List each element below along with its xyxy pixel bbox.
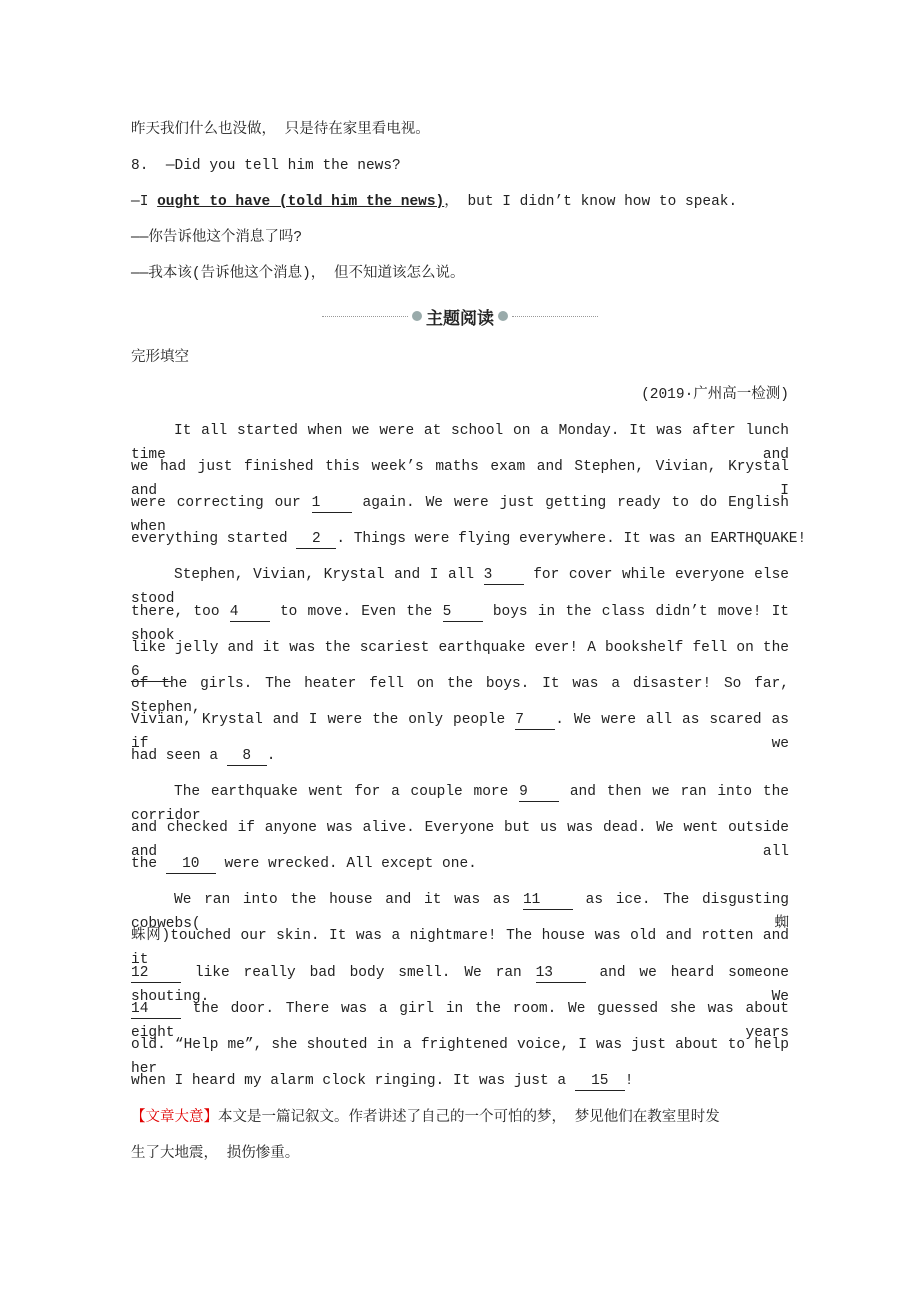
passage-text: . <box>266 747 276 764</box>
blank-4: 4 <box>230 603 270 622</box>
passage-text: to move. Even the <box>269 603 443 620</box>
passage-line <box>131 997 789 1041</box>
answer-underlined: ought to have (told him the news) <box>157 194 445 210</box>
passage-line <box>131 924 789 969</box>
passage-text: there, too <box>131 603 230 620</box>
passage-text: The earthquake went for a couple more <box>174 784 520 800</box>
passage-line <box>131 961 789 1005</box>
passage-text: . We were all as scared as if we <box>131 711 789 752</box>
passage-text: had seen a <box>131 747 227 764</box>
passage-line <box>131 419 789 463</box>
passage-text: like really bad body smell. We ran <box>181 964 536 981</box>
blank-13: 13 <box>536 964 586 983</box>
summary-text: 本文是一篇记叙文。作者讲述了自己的一个可怕的梦， 梦见他们在教室里时发 <box>218 1110 720 1126</box>
passage-text: ! <box>624 1072 634 1089</box>
passage-line <box>131 455 789 500</box>
passage-line <box>131 672 789 716</box>
passage-text: the <box>131 856 166 873</box>
passage-line <box>131 852 789 876</box>
question-text: —Did you tell him the news? <box>165 158 401 174</box>
translation-question: ——你告诉他这个消息了吗? <box>131 230 303 246</box>
passage-line <box>131 780 789 824</box>
blank-2: 2 <box>296 530 336 549</box>
divider-rule <box>322 316 408 317</box>
bullet-icon <box>412 311 422 321</box>
passage-text: we had just finished this week’s maths exam and Stephen, Vivian, Krystal and I <box>131 459 789 500</box>
passage-text: and checked if anyone was alive. Everyone but us was dead. We went outside and all <box>131 820 789 861</box>
blank-8: 8 <box>227 747 267 766</box>
passage-line <box>131 527 807 551</box>
passage-line <box>131 1033 789 1077</box>
passage-text: were wrecked. All except one. <box>215 856 477 873</box>
passage-line <box>131 888 789 933</box>
passage-line <box>131 1069 789 1093</box>
passage-text: . Things were flying everywhere. It was an EARTHQUAKE! <box>336 531 807 548</box>
passage-text: when I heard my alarm clock ringing. It was just a <box>131 1072 575 1089</box>
passage-text: and then we ran into the corridor <box>131 784 789 824</box>
translation-line: 昨天我们什么也没做， 只是待在家里看电视。 <box>131 122 430 138</box>
section-divider <box>322 304 598 328</box>
blank-15: 15 <box>575 1072 625 1091</box>
answer-prefix: —I <box>131 194 158 210</box>
passage-text: boys in the class didn’t move! It shook <box>131 603 790 644</box>
passage-text: and we heard someone shouting. We <box>131 964 789 1005</box>
blank-6: 6 <box>131 663 171 682</box>
question-number: 8. <box>131 158 149 174</box>
passage-text: Vivian, Krystal and I were the only people <box>131 711 516 728</box>
passage-text: as ice. The disgusting cobwebs(蜘 <box>131 892 789 933</box>
passage-text: again. We were just getting ready to do English when <box>131 495 789 536</box>
blank-7: 7 <box>515 711 555 730</box>
summary-line <box>131 1106 789 1130</box>
blank-11: 11 <box>523 891 573 910</box>
bullet-icon <box>498 311 508 321</box>
passage-text: Stephen, Vivian, Krystal and I all <box>174 567 484 584</box>
source-note: (2019·广州高一检测) <box>641 387 789 403</box>
passage-text: We ran into the house and it was as <box>174 892 523 909</box>
translation-answer: ——我本该(告诉他这个消息)， 但不知道该怎么说。 <box>131 266 465 282</box>
question-8 <box>131 154 789 178</box>
summary-line: 生了大地震， 损伤惨重。 <box>131 1146 300 1162</box>
blank-9: 9 <box>519 783 559 802</box>
answer-line <box>131 190 789 214</box>
passage-line <box>131 816 789 861</box>
passage-text: of the girls. The heater fell on the boys. It was a disaster! So far, Stephen, <box>131 675 789 716</box>
blank-14: 14 <box>131 1000 181 1019</box>
passage-text: 蛛网)touched our skin. It was a nightmare! The house was old and rotten and it <box>131 928 789 969</box>
passage-text: old. “Help me”, she shouted in a frightened voice, I was just about to help her <box>131 1036 789 1077</box>
blank-1: 1 <box>312 494 352 513</box>
blank-5: 5 <box>443 603 483 622</box>
passage-text: were correcting our <box>131 495 312 512</box>
blank-3: 3 <box>484 566 524 585</box>
passage-line <box>131 744 789 768</box>
answer-suffix: ， but I didn’t know how to speak. <box>444 194 738 210</box>
summary-label: 【文章大意】 <box>131 1110 218 1126</box>
passage-line <box>131 491 789 536</box>
passage-text: the door. There was a girl in the room. We guessed she was about eight years <box>131 1000 789 1041</box>
passage-line <box>131 600 790 644</box>
passage-line <box>131 636 789 680</box>
passage-text: like jelly and it was the scariest earthquake ever! A bookshelf fell on the <box>131 639 789 656</box>
passage-line <box>131 563 789 608</box>
blank-10: 10 <box>166 855 216 874</box>
blank-12: 12 <box>131 964 181 983</box>
passage-line <box>131 708 789 752</box>
passage-text: It all started when we were at school on a Monday. It was after lunch time and <box>131 423 789 463</box>
passage-text: for cover while everyone else stood <box>131 567 789 608</box>
divider-rule <box>512 316 598 317</box>
passage-text: everything started <box>131 531 297 548</box>
section-title: 主题阅读 <box>426 308 494 329</box>
exercise-type: 完形填空 <box>131 350 189 366</box>
